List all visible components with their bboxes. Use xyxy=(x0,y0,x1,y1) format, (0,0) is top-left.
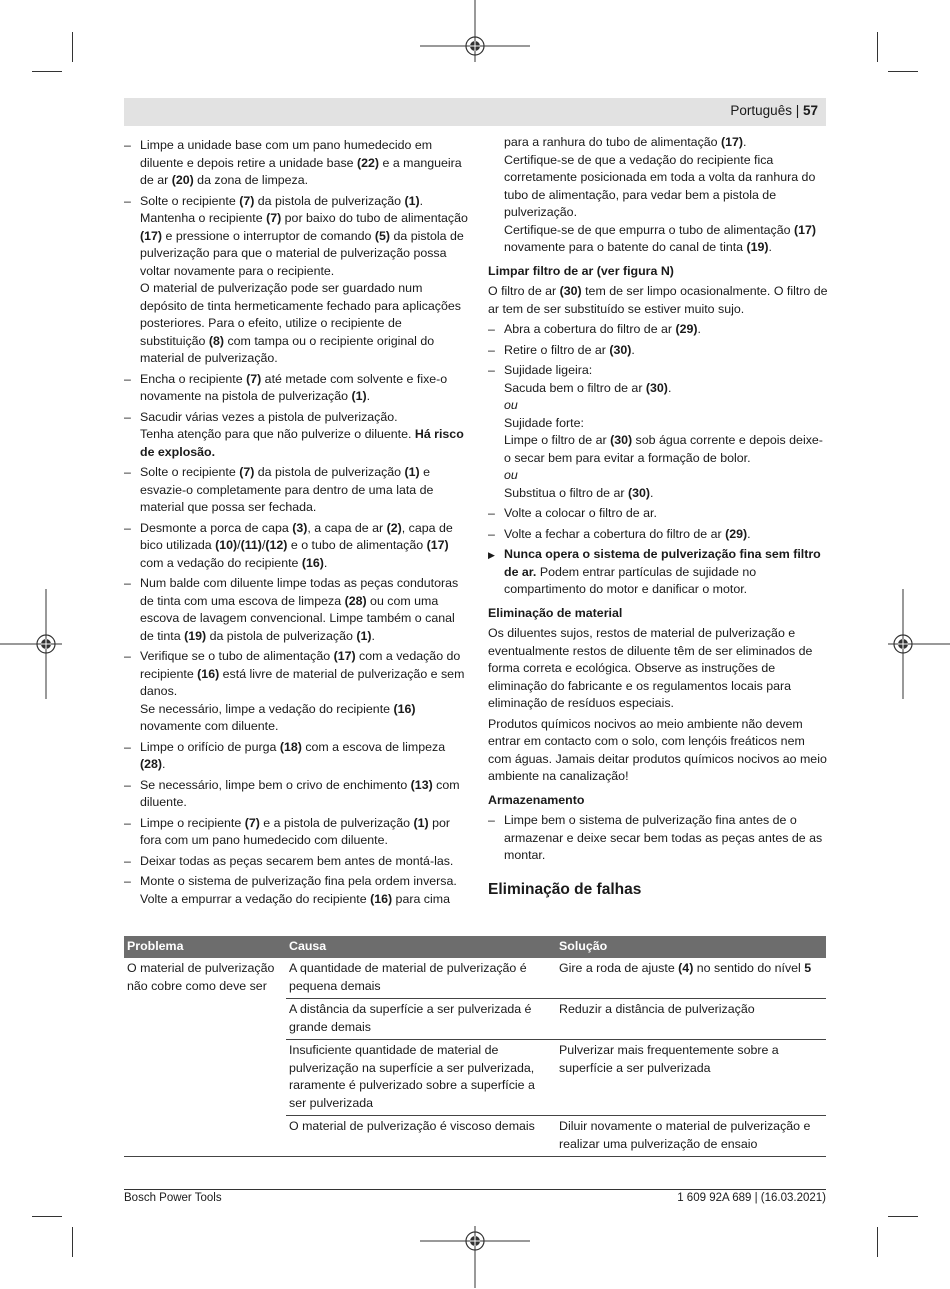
crop-mark xyxy=(72,1227,73,1257)
list-item: – Limpe o recipiente (7) e a pistola de pulverização (1) por fora com um pano humedecido com diluente. xyxy=(124,815,469,850)
section-heading: Armazenamento xyxy=(488,792,585,807)
list-item: – Deixar todas as peças secarem bem antes de montá-las. xyxy=(124,853,469,871)
list-item: – Desmonte a porca de capa (3), a capa de ar (2), capa de bico utilizada (10)/(11)/(12) e o tubo de alimentação (17) com a vedação do recipiente (16). xyxy=(124,520,469,573)
list-item: – Retire o filtro de ar (30). xyxy=(488,342,828,360)
cause-cell: Insuficiente quantidade de material de pulverização na superfície a ser pulverizada, raramente é pulverizado sobre a superfície a ser pulverizada xyxy=(286,1040,556,1116)
right-column xyxy=(488,137,828,898)
footer-divider xyxy=(124,1189,826,1190)
list-item: – Abra a cobertura do filtro de ar (29). xyxy=(488,321,828,339)
list-item: – Limpe bem o sistema de pulverização fina antes de o armazenar e deixe secar bem todas as peças antes de as montar. xyxy=(488,812,828,865)
crop-mark xyxy=(877,1227,878,1257)
list-item: – Se necessário, limpe bem o crivo de enchimento (13) com diluente. xyxy=(124,777,469,812)
list-item: – Solte o recipiente (7) da pistola de pulverização (1) e esvazie-o completamente para dentro de uma lata de material que possa ser fechada. xyxy=(124,464,469,517)
crop-mark xyxy=(32,71,62,72)
column-header-solution: Solução xyxy=(556,936,826,958)
crop-mark xyxy=(888,1216,918,1217)
table-row xyxy=(124,958,826,999)
section-heading: Eliminação de material xyxy=(488,605,623,620)
list-item: – Verifique se o tubo de alimentação (17) com a vedação do recipiente (16) está livre de material de pulverização e sem danos. Se necessário, limpe a vedação do recipiente (16) novamente com diluente. xyxy=(124,648,469,736)
column-header-cause: Causa xyxy=(286,936,556,958)
left-column xyxy=(124,137,469,911)
section-heading: Limpar filtro de ar (ver figura N) xyxy=(488,263,674,278)
list-item: – Sacudir várias vezes a pistola de pulverização. Tenha atenção para que não pulverize o diluente. Há risco de explosão. xyxy=(124,409,469,462)
registration-mark-icon xyxy=(888,589,950,699)
registration-mark-icon xyxy=(420,1226,530,1288)
list-item-continued: para a ranhura do tubo de alimentação (17). Certifique-se de que a vedação do recipiente fica corretamente posicionada em toda a volta da ranhura do tubo de alimentação, para vedar bem a pistola de pulverização. Certifique-se de que empurra o tubo de alimentação (17) novamente para o batente do canal de tinta (19). xyxy=(504,135,817,254)
solution-cell: Pulverizar mais frequentemente sobre a superfície a ser pulverizada xyxy=(556,1040,826,1116)
list-item: – Limpe a unidade base com um pano humedecido em diluente e depois retire a unidade base (22) e a mangueira de ar (20) da zona de limpeza. xyxy=(124,137,469,190)
cause-cell: A quantidade de material de pulverização é pequena demais xyxy=(286,958,556,999)
page-header xyxy=(124,98,826,126)
registration-mark-icon xyxy=(420,0,530,62)
problem-cell: O material de pulverização não cobre como deve ser xyxy=(124,958,286,1157)
table-header-row xyxy=(124,936,826,958)
list-item: – Solte o recipiente (7) da pistola de pulverização (1). Mantenha o recipiente (7) por baixo do tubo de alimentação (17) e pressione o interruptor de comando (5) da pistola de pulverização para que o material de pulverização possa voltar novamente para o recipiente. O material de pulverização pode ser guardado num depósito de tinta hermeticamente fechado para aplicações posteriores. Para o efeito, utilize o recipiente de substituição (8) com tampa ou o recipiente original do material de pulverização. xyxy=(124,193,469,368)
registration-mark-icon xyxy=(0,589,62,699)
header-language: Português xyxy=(730,103,792,118)
crop-mark xyxy=(32,1216,62,1217)
solution-cell: Reduzir a distância de pulverização xyxy=(556,999,826,1040)
paragraph: O filtro de ar (30) tem de ser limpo ocasionalmente. O filtro de ar tem de ser substituído se estiver muito sujo. xyxy=(488,284,828,316)
page-number: 57 xyxy=(802,103,818,118)
cause-cell: A distância da superfície a ser pulverizada é grande demais xyxy=(286,999,556,1040)
crop-mark xyxy=(72,32,73,62)
list-item: – Sujidade ligeira: Sacuda bem o filtro de ar (30). ou Sujidade forte: Limpe o filtro de ar (30) sob água corrente e depois deixe-o secar bem para evitar a formação de bolor. ou Substitua o filtro de ar (30). xyxy=(488,362,828,502)
list-item: – Limpe o orifício de purga (18) com a escova de limpeza (28). xyxy=(124,739,469,774)
list-item: – Volte a fechar a cobertura do filtro de ar (29). xyxy=(488,526,828,544)
list-item: – Volte a colocar o filtro de ar. xyxy=(488,505,828,523)
crop-mark xyxy=(877,32,878,62)
list-item: – Encha o recipiente (7) até metade com solvente e fixe-o novamente na pistola de pulverização (1). xyxy=(124,371,469,406)
header-label: Português | 57 xyxy=(730,103,818,118)
cause-cell: O material de pulverização é viscoso demais xyxy=(286,1116,556,1157)
solution-cell: Diluir novamente o material de pulverização e realizar uma pulverização de ensaio xyxy=(556,1116,826,1157)
troubleshooting-table xyxy=(124,936,826,1157)
list-item: – Num balde com diluente limpe todas as peças condutoras de tinta com uma escova de limpeza (28) ou com uma escova de lavagem convencional. Limpe também o canal de tinta (19) da pistola de pulverização (1). xyxy=(124,575,469,645)
solution-cell: Gire a roda de ajuste (4) no sentido do nível 5 xyxy=(556,958,826,999)
crop-mark xyxy=(888,71,918,72)
warning-item: ▶ Nunca opera o sistema de pulverização fina sem filtro de ar. Podem entrar partículas de sujidade no compartimento do motor e danificar o motor. xyxy=(488,546,828,599)
footer-brand: Bosch Power Tools xyxy=(124,1192,222,1204)
footer-document-id: 1 609 92A 689 | (16.03.2021) xyxy=(677,1192,826,1204)
column-header-problem: Problema xyxy=(124,936,286,958)
paragraph: Produtos químicos nocivos ao meio ambiente não devem entrar em contacto com o solo, com lençóis freáticos nem com águas. Jamais deitar produtos químicos nocivos ao meio ambiente na canalização! xyxy=(488,716,827,783)
list-item: – Monte o sistema de pulverização fina pela ordem inversa. Volte a empurrar a vedação do recipiente (16) para cima xyxy=(124,873,469,908)
chapter-heading: Eliminação de falhas xyxy=(488,880,642,898)
paragraph: Os diluentes sujos, restos de material de pulverização e eventualmente restos de diluente têm de ser eliminados de forma correta e ecológica. Observe as instruções de eliminação do fabricante e os regulamentos locais para eliminação de resíduos especiais. xyxy=(488,626,813,710)
